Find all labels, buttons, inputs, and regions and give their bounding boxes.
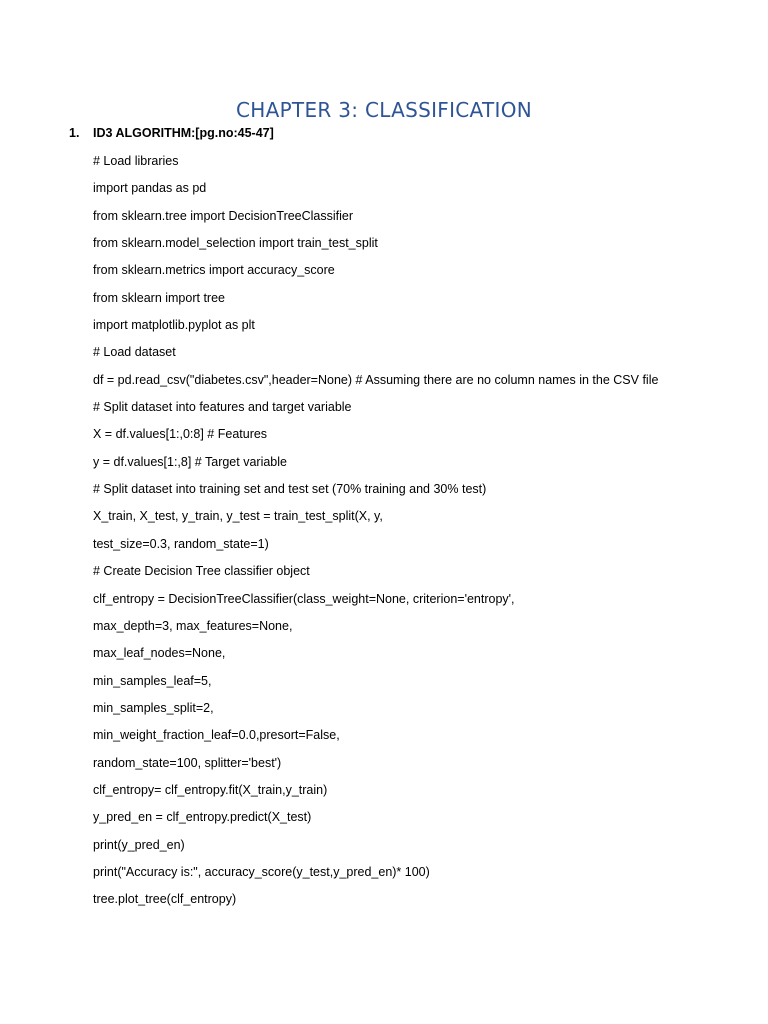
- code-listing: [93, 152, 658, 918]
- code-line: X_train, X_test, y_train, y_test = train_test_split(X, y,: [93, 509, 383, 524]
- section-heading-text: ID3 ALGORITHM:[pg.no:45-47]: [93, 126, 274, 140]
- code-line: print(y_pred_en): [93, 837, 185, 852]
- code-line: import pandas as pd: [93, 181, 207, 196]
- code-line: from sklearn import tree: [93, 290, 225, 305]
- code-line: y = df.values[1:,8] # Target variable: [93, 454, 287, 469]
- code-line: from sklearn.metrics import accuracy_score: [93, 263, 335, 278]
- code-line: # Create Decision Tree classifier object: [93, 564, 310, 579]
- code-line: clf_entropy = DecisionTreeClassifier(class_weight=None, criterion='entropy',: [93, 591, 515, 606]
- code-line: tree.plot_tree(clf_entropy): [93, 892, 237, 907]
- code-line: df = pd.read_csv("diabetes.csv",header=None) # Assuming there are no column names in the CSV file: [93, 372, 659, 387]
- code-line: test_size=0.3, random_state=1): [93, 536, 269, 551]
- code-line: max_depth=3, max_features=None,: [93, 618, 293, 633]
- code-line: max_leaf_nodes=None,: [93, 646, 226, 661]
- section-number: 1.: [69, 126, 80, 140]
- code-line: # Split dataset into training set and test set (70% training and 30% test): [93, 482, 487, 497]
- code-line: y_pred_en = clf_entropy.predict(X_test): [93, 810, 312, 825]
- chapter-title: CHAPTER 3: CLASSIFICATION: [235, 98, 533, 122]
- code-line: # Split dataset into features and target variable: [93, 400, 352, 415]
- code-line: # Load libraries: [93, 154, 179, 168]
- code-line: print("Accuracy is:", accuracy_score(y_test,y_pred_en)* 100): [93, 864, 430, 879]
- code-line: # Load dataset: [93, 345, 176, 360]
- code-line: random_state=100, splitter='best'): [93, 755, 282, 770]
- section-heading: [69, 126, 274, 140]
- code-line: clf_entropy= clf_entropy.fit(X_train,y_train): [93, 782, 328, 797]
- code-line: X = df.values[1:,0:8] # Features: [93, 427, 268, 442]
- code-line: min_samples_leaf=5,: [93, 673, 212, 688]
- code-line: import matplotlib.pyplot as plt: [93, 318, 255, 333]
- code-line: min_samples_split=2,: [93, 700, 214, 715]
- code-line: min_weight_fraction_leaf=0.0,presort=False,: [93, 728, 340, 743]
- code-line: from sklearn.model_selection import train_test_split: [93, 236, 378, 251]
- code-line: from sklearn.tree import DecisionTreeClassifier: [93, 208, 354, 223]
